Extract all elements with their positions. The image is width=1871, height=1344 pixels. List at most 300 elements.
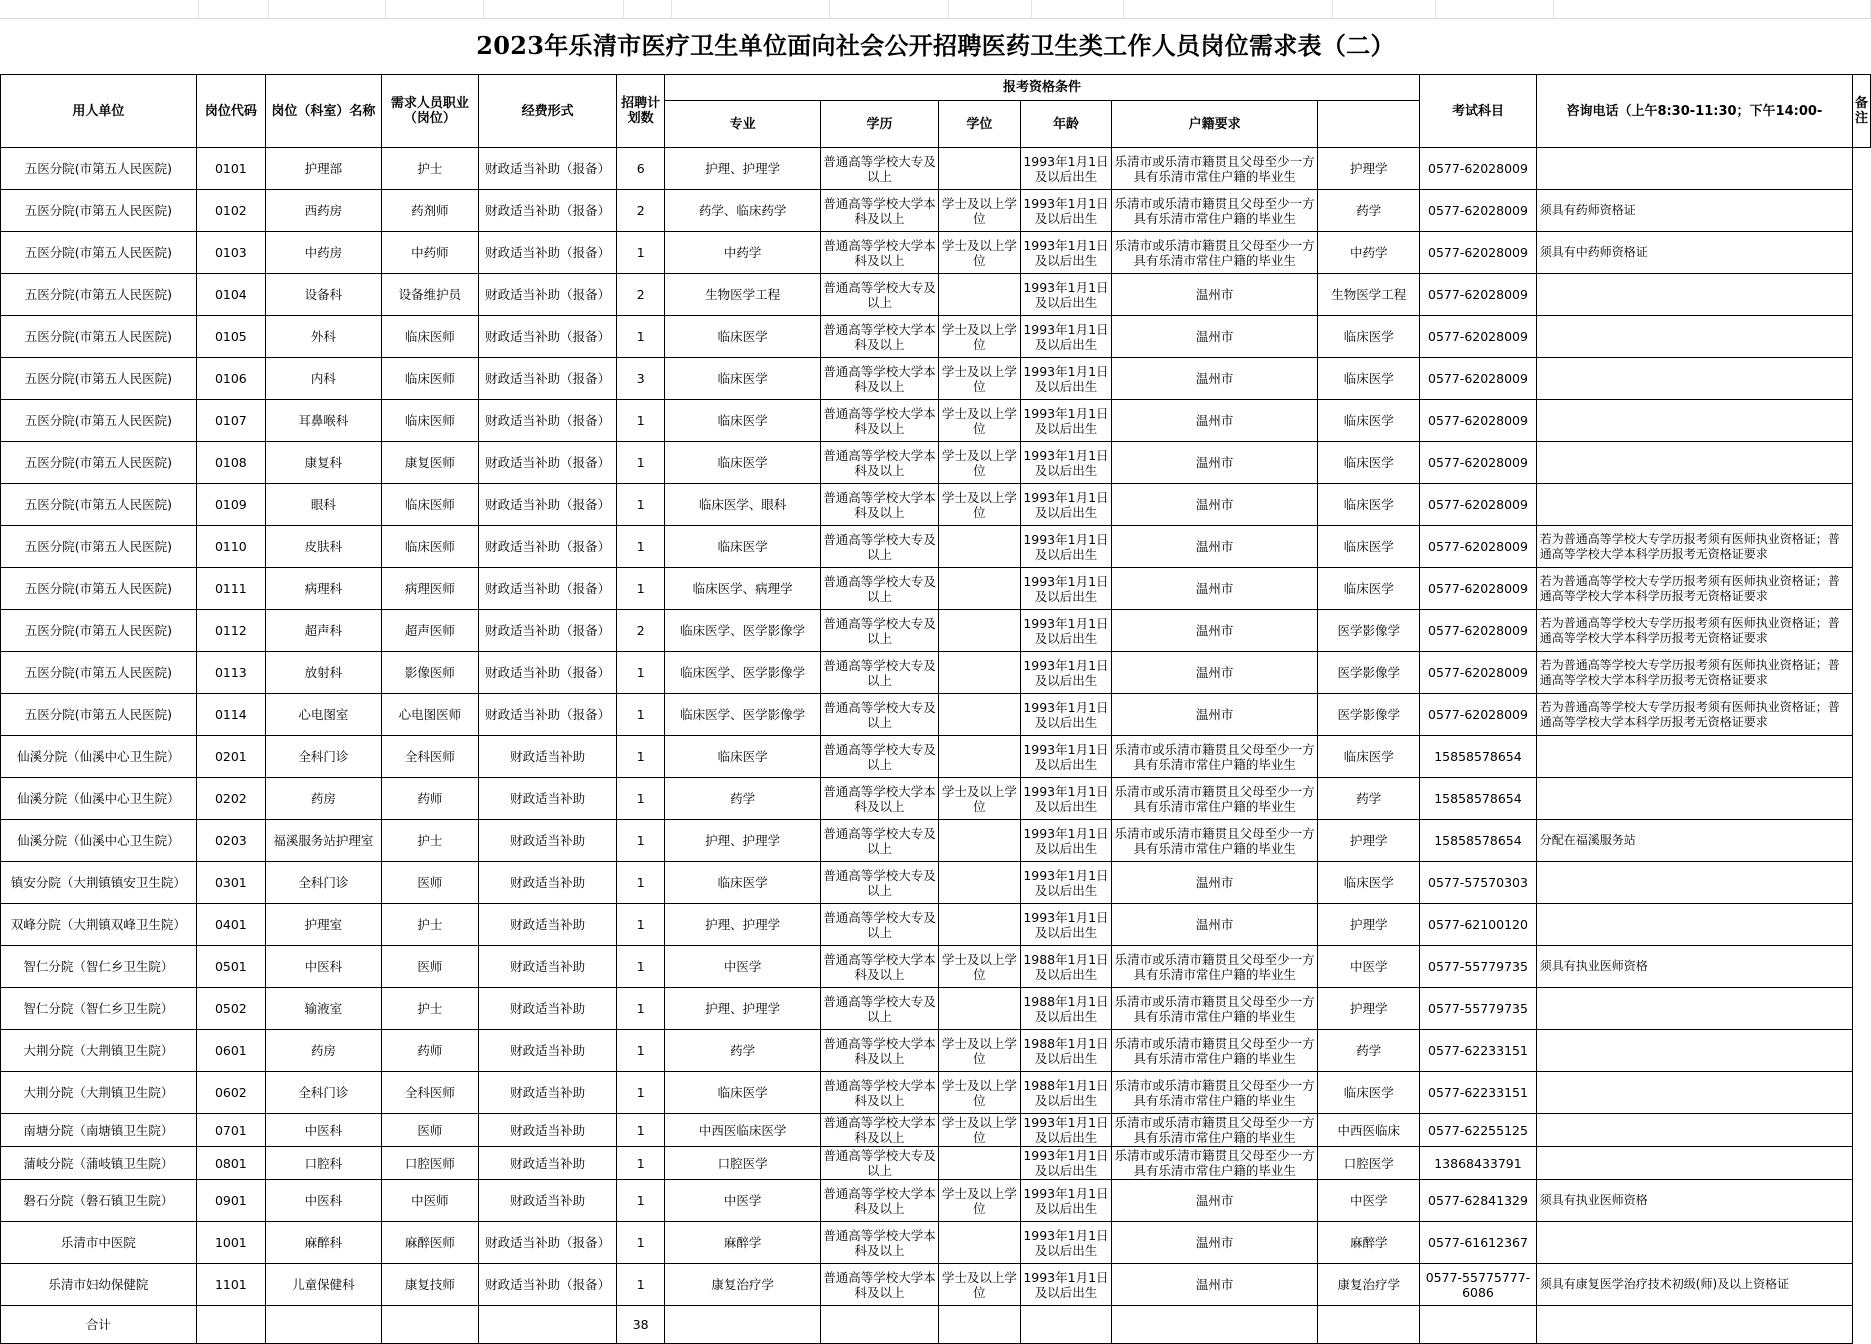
cell-code: 0113 (196, 652, 265, 694)
cell-hukou: 温州市 (1111, 526, 1317, 568)
cell-plan: 2 (617, 190, 665, 232)
cell-post: 麻醉医师 (381, 1222, 478, 1264)
cell-dept: 眼科 (265, 484, 381, 526)
cell-dept: 放射科 (265, 652, 381, 694)
cell-remark (1536, 484, 1852, 526)
cell-age: 1988年1月1日及以后出生 (1020, 946, 1111, 988)
table-row (1, 358, 1871, 400)
cell-education: 普通高等学校大学本科及以上 (821, 190, 939, 232)
table-row (1, 862, 1871, 904)
header-exam: 考试科目 (1420, 75, 1537, 148)
cell-unit: 仙溪分院（仙溪中心卫生院） (1, 736, 197, 778)
total-empty-cell (1020, 1306, 1111, 1344)
cell-phone: 0577-62028009 (1420, 526, 1537, 568)
header-funding: 经费形式 (478, 75, 617, 148)
header-plan: 招聘计划数 (617, 75, 665, 148)
cell-remark: 若为普通高等学校大专学历报考须有医师执业资格证；普通高等学校大学本科学历报考无资格证要求 (1536, 526, 1852, 568)
cell-exam: 护理学 (1318, 820, 1420, 862)
cell-degree: 学士及以上学位 (938, 190, 1020, 232)
cell-unit: 智仁分院（智仁乡卫生院） (1, 988, 197, 1030)
cell-exam: 护理学 (1318, 148, 1420, 190)
cell-education: 普通高等学校大专及以上 (821, 736, 939, 778)
cell-code: 0501 (196, 946, 265, 988)
cell-phone: 0577-62028009 (1420, 148, 1537, 190)
cell-unit: 双峰分院（大荆镇双峰卫生院） (1, 904, 197, 946)
cell-plan: 1 (617, 316, 665, 358)
cell-major: 临床医学、医学影像学 (664, 694, 820, 736)
cell-education: 普通高等学校大学本科及以上 (821, 946, 939, 988)
cell-plan: 1 (617, 988, 665, 1030)
cell-funding: 财政适当补助（报备） (478, 442, 617, 484)
cell-degree (938, 274, 1020, 316)
cell-dept: 中医科 (265, 946, 381, 988)
cell-major: 临床医学、医学影像学 (664, 610, 820, 652)
cell-exam: 康复治疗学 (1318, 1264, 1420, 1306)
cell-code: 0114 (196, 694, 265, 736)
cell-exam: 临床医学 (1318, 862, 1420, 904)
cell-plan: 2 (617, 610, 665, 652)
cell-degree: 学士及以上学位 (938, 400, 1020, 442)
cell-education: 普通高等学校大学本科及以上 (821, 358, 939, 400)
cell-funding: 财政适当补助 (478, 1072, 617, 1114)
cell-dept: 输液室 (265, 988, 381, 1030)
cell-degree: 学士及以上学位 (938, 946, 1020, 988)
table-row (1, 148, 1871, 190)
cell-unit: 大荆分院（大荆镇卫生院） (1, 1072, 197, 1114)
cell-code: 0103 (196, 232, 265, 274)
cell-code: 0105 (196, 316, 265, 358)
cell-age: 1993年1月1日及以后出生 (1020, 190, 1111, 232)
cell-degree (938, 820, 1020, 862)
cell-plan: 1 (617, 904, 665, 946)
cell-education: 普通高等学校大学本科及以上 (821, 400, 939, 442)
cell-major: 临床医学、医学影像学 (664, 652, 820, 694)
cell-age: 1993年1月1日及以后出生 (1020, 1264, 1111, 1306)
table-row (1, 652, 1871, 694)
cell-age: 1993年1月1日及以后出生 (1020, 778, 1111, 820)
cell-code: 0901 (196, 1180, 265, 1222)
cell-remark (1536, 862, 1852, 904)
cell-plan: 1 (617, 484, 665, 526)
cell-major: 临床医学、眼科 (664, 484, 820, 526)
cell-remark (1536, 316, 1852, 358)
cell-post: 医师 (381, 862, 478, 904)
cell-funding: 财政适当补助 (478, 1180, 617, 1222)
total-empty-cell (1111, 1306, 1317, 1344)
cell-education: 普通高等学校大专及以上 (821, 820, 939, 862)
cell-post: 设备维护员 (381, 274, 478, 316)
cell-unit: 仙溪分院（仙溪中心卫生院） (1, 778, 197, 820)
cell-code: 0101 (196, 148, 265, 190)
cell-unit: 五医分院(市第五人民医院) (1, 442, 197, 484)
header-age: 年龄 (1020, 101, 1111, 148)
cell-education: 普通高等学校大学本科及以上 (821, 1222, 939, 1264)
cell-phone: 0577-62028009 (1420, 190, 1537, 232)
cell-plan: 1 (617, 442, 665, 484)
cell-major: 临床医学 (664, 442, 820, 484)
cell-exam: 生物医学工程 (1318, 274, 1420, 316)
cell-funding: 财政适当补助（报备） (478, 190, 617, 232)
cell-post: 临床医师 (381, 316, 478, 358)
total-empty-cell (381, 1306, 478, 1344)
cell-phone: 0577-62028009 (1420, 232, 1537, 274)
cell-remark: 若为普通高等学校大专学历报考须有医师执业资格证；普通高等学校大学本科学历报考无资格证要求 (1536, 568, 1852, 610)
cell-phone: 15858578654 (1420, 820, 1537, 862)
table-row (1, 1264, 1871, 1306)
cell-unit: 五医分院(市第五人民医院) (1, 148, 197, 190)
total-plan: 38 (617, 1306, 665, 1344)
cell-exam: 药学 (1318, 778, 1420, 820)
cell-age: 1993年1月1日及以后出生 (1020, 1114, 1111, 1147)
cell-plan: 1 (617, 694, 665, 736)
cell-unit: 乐清市中医院 (1, 1222, 197, 1264)
page-title: 2023年乐清市医疗卫生单位面向社会公开招聘医药卫生类工作人员岗位需求表（二） (476, 31, 1395, 60)
cell-code: 0602 (196, 1072, 265, 1114)
cell-age: 1993年1月1日及以后出生 (1020, 1222, 1111, 1264)
cell-unit: 五医分院(市第五人民医院) (1, 232, 197, 274)
cell-unit: 磐石分院（磐石镇卫生院） (1, 1180, 197, 1222)
cell-dept: 中医科 (265, 1180, 381, 1222)
cell-hukou: 乐清市或乐清市籍贯且父母至少一方具有乐清市常住户籍的毕业生 (1111, 190, 1317, 232)
cell-remark (1536, 358, 1852, 400)
cell-remark: 分配在福溪服务站 (1536, 820, 1852, 862)
header-degree: 学位 (938, 101, 1020, 148)
cell-dept: 全科门诊 (265, 1072, 381, 1114)
total-empty-cell (1318, 1306, 1420, 1344)
cell-post: 口腔医师 (381, 1147, 478, 1180)
cell-remark (1536, 274, 1852, 316)
cell-hukou: 温州市 (1111, 694, 1317, 736)
cell-unit: 五医分院(市第五人民医院) (1, 358, 197, 400)
cell-post: 临床医师 (381, 400, 478, 442)
cell-education: 普通高等学校大学本科及以上 (821, 484, 939, 526)
cell-degree (938, 148, 1020, 190)
cell-unit: 大荆分院（大荆镇卫生院） (1, 1030, 197, 1072)
cell-education: 普通高等学校大专及以上 (821, 1147, 939, 1180)
cell-plan: 1 (617, 1072, 665, 1114)
cell-dept: 护理部 (265, 148, 381, 190)
cell-funding: 财政适当补助 (478, 1030, 617, 1072)
cell-dept: 内科 (265, 358, 381, 400)
cell-phone: 0577-62100120 (1420, 904, 1537, 946)
cell-unit: 五医分院(市第五人民医院) (1, 190, 197, 232)
cell-funding: 财政适当补助（报备） (478, 610, 617, 652)
cell-plan: 1 (617, 736, 665, 778)
total-empty-cell (664, 1306, 820, 1344)
cell-degree: 学士及以上学位 (938, 1180, 1020, 1222)
table-row (1, 778, 1871, 820)
cell-funding: 财政适当补助（报备） (478, 568, 617, 610)
cell-hukou: 乐清市或乐清市籍贯且父母至少一方具有乐清市常住户籍的毕业生 (1111, 736, 1317, 778)
cell-age: 1988年1月1日及以后出生 (1020, 1072, 1111, 1114)
cell-phone: 0577-57570303 (1420, 862, 1537, 904)
cell-major: 临床医学 (664, 862, 820, 904)
cell-funding: 财政适当补助 (478, 1147, 617, 1180)
cell-age: 1988年1月1日及以后出生 (1020, 988, 1111, 1030)
table-row (1, 484, 1871, 526)
cell-education: 普通高等学校大学本科及以上 (821, 778, 939, 820)
cell-hukou: 乐清市或乐清市籍贯且父母至少一方具有乐清市常住户籍的毕业生 (1111, 1072, 1317, 1114)
cell-post: 影像医师 (381, 652, 478, 694)
cell-exam: 医学影像学 (1318, 652, 1420, 694)
cell-post: 药师 (381, 778, 478, 820)
cell-major: 临床医学 (664, 736, 820, 778)
cell-age: 1993年1月1日及以后出生 (1020, 610, 1111, 652)
cell-code: 0104 (196, 274, 265, 316)
cell-funding: 财政适当补助（报备） (478, 232, 617, 274)
cell-hukou: 乐清市或乐清市籍贯且父母至少一方具有乐清市常住户籍的毕业生 (1111, 1114, 1317, 1147)
cell-unit: 五医分院(市第五人民医院) (1, 400, 197, 442)
table-row (1, 736, 1871, 778)
cell-degree (938, 988, 1020, 1030)
table-row (1, 190, 1871, 232)
cell-major: 生物医学工程 (664, 274, 820, 316)
cell-exam: 中西医临床 (1318, 1114, 1420, 1147)
cell-post: 病理医师 (381, 568, 478, 610)
table-body (1, 148, 1871, 1306)
cell-exam: 中医学 (1318, 1180, 1420, 1222)
recruitment-table (0, 74, 1871, 1344)
table-row (1, 904, 1871, 946)
cell-exam: 中药学 (1318, 232, 1420, 274)
cell-phone: 0577-62028009 (1420, 568, 1537, 610)
total-empty-cell (821, 1306, 939, 1344)
cell-funding: 财政适当补助 (478, 1114, 617, 1147)
cell-plan: 1 (617, 778, 665, 820)
total-empty-cell (196, 1306, 265, 1344)
cell-age: 1993年1月1日及以后出生 (1020, 736, 1111, 778)
cell-code: 0202 (196, 778, 265, 820)
cell-remark (1536, 1222, 1852, 1264)
cell-post: 康复医师 (381, 442, 478, 484)
cell-dept: 中药房 (265, 232, 381, 274)
cell-unit: 五医分院(市第五人民医院) (1, 694, 197, 736)
cell-funding: 财政适当补助（报备） (478, 274, 617, 316)
table-row (1, 316, 1871, 358)
cell-exam: 临床医学 (1318, 736, 1420, 778)
cell-dept: 康复科 (265, 442, 381, 484)
cell-age: 1993年1月1日及以后出生 (1020, 820, 1111, 862)
cell-dept: 超声科 (265, 610, 381, 652)
cell-age: 1993年1月1日及以后出生 (1020, 568, 1111, 610)
cell-age: 1993年1月1日及以后出生 (1020, 652, 1111, 694)
table-row (1, 988, 1871, 1030)
cell-post: 中药师 (381, 232, 478, 274)
cell-funding: 财政适当补助（报备） (478, 400, 617, 442)
cell-plan: 2 (617, 274, 665, 316)
cell-code: 0502 (196, 988, 265, 1030)
cell-education: 普通高等学校大专及以上 (821, 694, 939, 736)
cell-hukou: 温州市 (1111, 358, 1317, 400)
cell-remark: 若为普通高等学校大专学历报考须有医师执业资格证；普通高等学校大学本科学历报考无资格证要求 (1536, 652, 1852, 694)
cell-education: 普通高等学校大专及以上 (821, 862, 939, 904)
cell-hukou: 温州市 (1111, 652, 1317, 694)
cell-unit: 五医分院(市第五人民医院) (1, 526, 197, 568)
cell-post: 心电图医师 (381, 694, 478, 736)
cell-exam: 临床医学 (1318, 316, 1420, 358)
cell-degree: 学士及以上学位 (938, 316, 1020, 358)
cell-dept: 西药房 (265, 190, 381, 232)
cell-remark (1536, 736, 1852, 778)
cell-post: 护士 (381, 988, 478, 1030)
cell-unit: 五医分院(市第五人民医院) (1, 652, 197, 694)
cell-degree: 学士及以上学位 (938, 1072, 1020, 1114)
cell-phone: 0577-55779735 (1420, 946, 1537, 988)
cell-hukou: 温州市 (1111, 610, 1317, 652)
table-row (1, 946, 1871, 988)
cell-plan: 6 (617, 148, 665, 190)
cell-age: 1993年1月1日及以后出生 (1020, 358, 1111, 400)
cell-hukou: 温州市 (1111, 484, 1317, 526)
cell-plan: 1 (617, 862, 665, 904)
cell-hukou: 温州市 (1111, 904, 1317, 946)
cell-exam: 药学 (1318, 190, 1420, 232)
cell-post: 护士 (381, 148, 478, 190)
cell-funding: 财政适当补助 (478, 736, 617, 778)
cell-exam: 中医学 (1318, 946, 1420, 988)
cell-hukou: 乐清市或乐清市籍贯且父母至少一方具有乐清市常住户籍的毕业生 (1111, 778, 1317, 820)
cell-code: 0701 (196, 1114, 265, 1147)
table-row (1, 610, 1871, 652)
cell-phone: 0577-62028009 (1420, 358, 1537, 400)
cell-major: 护理、护理学 (664, 988, 820, 1030)
total-empty-cell (1536, 1306, 1852, 1344)
table-row (1, 1180, 1871, 1222)
cell-age: 1993年1月1日及以后出生 (1020, 862, 1111, 904)
cell-code: 0201 (196, 736, 265, 778)
cell-exam: 医学影像学 (1318, 694, 1420, 736)
cell-major: 临床医学 (664, 400, 820, 442)
cell-education: 普通高等学校大专及以上 (821, 148, 939, 190)
cell-education: 普通高等学校大学本科及以上 (821, 1072, 939, 1114)
cell-dept: 病理科 (265, 568, 381, 610)
cell-unit: 仙溪分院（仙溪中心卫生院） (1, 820, 197, 862)
cell-unit: 镇安分院（大荆镇镇安卫生院） (1, 862, 197, 904)
cell-degree (938, 610, 1020, 652)
cell-code: 1001 (196, 1222, 265, 1264)
cell-post: 临床医师 (381, 526, 478, 568)
cell-hukou: 温州市 (1111, 862, 1317, 904)
cell-dept: 外科 (265, 316, 381, 358)
cell-major: 中药学 (664, 232, 820, 274)
cell-remark (1536, 1147, 1852, 1180)
cell-phone: 0577-62233151 (1420, 1030, 1537, 1072)
cell-funding: 财政适当补助（报备） (478, 1264, 617, 1306)
cell-dept: 设备科 (265, 274, 381, 316)
spreadsheet-top-gridline (0, 0, 1871, 19)
cell-major: 药学 (664, 778, 820, 820)
cell-plan: 1 (617, 232, 665, 274)
cell-plan: 1 (617, 1114, 665, 1147)
cell-education: 普通高等学校大学本科及以上 (821, 316, 939, 358)
cell-remark (1536, 778, 1852, 820)
cell-age: 1993年1月1日及以后出生 (1020, 694, 1111, 736)
cell-major: 中医学 (664, 1180, 820, 1222)
cell-age: 1993年1月1日及以后出生 (1020, 148, 1111, 190)
cell-degree: 学士及以上学位 (938, 778, 1020, 820)
cell-funding: 财政适当补助 (478, 862, 617, 904)
cell-remark: 须具有药师资格证 (1536, 190, 1852, 232)
cell-plan: 1 (617, 946, 665, 988)
cell-degree (938, 904, 1020, 946)
cell-remark (1536, 1030, 1852, 1072)
cell-post: 康复技师 (381, 1264, 478, 1306)
cell-age: 1993年1月1日及以后出生 (1020, 1180, 1111, 1222)
cell-funding: 财政适当补助（报备） (478, 1222, 617, 1264)
cell-funding: 财政适当补助（报备） (478, 316, 617, 358)
cell-dept: 麻醉科 (265, 1222, 381, 1264)
header-code: 岗位代码 (196, 75, 265, 148)
cell-age: 1993年1月1日及以后出生 (1020, 1147, 1111, 1180)
cell-plan: 1 (617, 1264, 665, 1306)
cell-phone: 0577-62028009 (1420, 442, 1537, 484)
cell-post: 药师 (381, 1030, 478, 1072)
cell-phone: 0577-61612367 (1420, 1222, 1537, 1264)
cell-post: 中医师 (381, 1180, 478, 1222)
cell-unit: 五医分院(市第五人民医院) (1, 316, 197, 358)
cell-phone: 15858578654 (1420, 736, 1537, 778)
cell-major: 药学、临床药学 (664, 190, 820, 232)
cell-phone: 0577-55779735 (1420, 988, 1537, 1030)
table-row (1, 232, 1871, 274)
cell-plan: 1 (617, 1180, 665, 1222)
cell-exam: 临床医学 (1318, 442, 1420, 484)
cell-exam: 临床医学 (1318, 400, 1420, 442)
cell-age: 1993年1月1日及以后出生 (1020, 232, 1111, 274)
cell-exam: 临床医学 (1318, 1072, 1420, 1114)
cell-post: 超声医师 (381, 610, 478, 652)
cell-dept: 儿童保健科 (265, 1264, 381, 1306)
table-row (1, 1222, 1871, 1264)
cell-degree: 学士及以上学位 (938, 484, 1020, 526)
cell-phone: 0577-62841329 (1420, 1180, 1537, 1222)
total-empty-cell (478, 1306, 617, 1344)
cell-hukou: 温州市 (1111, 442, 1317, 484)
cell-age: 1993年1月1日及以后出生 (1020, 904, 1111, 946)
cell-post: 医师 (381, 946, 478, 988)
cell-degree (938, 736, 1020, 778)
cell-education: 普通高等学校大学本科及以上 (821, 442, 939, 484)
cell-funding: 财政适当补助 (478, 988, 617, 1030)
header-hukou: 户籍要求 (1111, 101, 1317, 148)
cell-age: 1993年1月1日及以后出生 (1020, 526, 1111, 568)
cell-unit: 南塘分院（南塘镇卫生院） (1, 1114, 197, 1147)
cell-dept: 中医科 (265, 1114, 381, 1147)
cell-phone: 0577-62028009 (1420, 484, 1537, 526)
cell-major: 药学 (664, 1030, 820, 1072)
cell-exam: 医学影像学 (1318, 610, 1420, 652)
cell-phone: 0577-62028009 (1420, 694, 1537, 736)
cell-plan: 3 (617, 358, 665, 400)
cell-degree: 学士及以上学位 (938, 442, 1020, 484)
cell-major: 护理、护理学 (664, 148, 820, 190)
cell-code: 0110 (196, 526, 265, 568)
cell-dept: 护理室 (265, 904, 381, 946)
cell-remark (1536, 904, 1852, 946)
cell-code: 0107 (196, 400, 265, 442)
cell-degree (938, 652, 1020, 694)
cell-exam: 口腔医学 (1318, 1147, 1420, 1180)
cell-degree (938, 862, 1020, 904)
cell-unit: 五医分院(市第五人民医院) (1, 484, 197, 526)
cell-degree: 学士及以上学位 (938, 1264, 1020, 1306)
table-row (1, 1072, 1871, 1114)
cell-age: 1993年1月1日及以后出生 (1020, 316, 1111, 358)
cell-hukou: 温州市 (1111, 400, 1317, 442)
cell-funding: 财政适当补助 (478, 820, 617, 862)
cell-funding: 财政适当补助 (478, 904, 617, 946)
table-row (1, 526, 1871, 568)
